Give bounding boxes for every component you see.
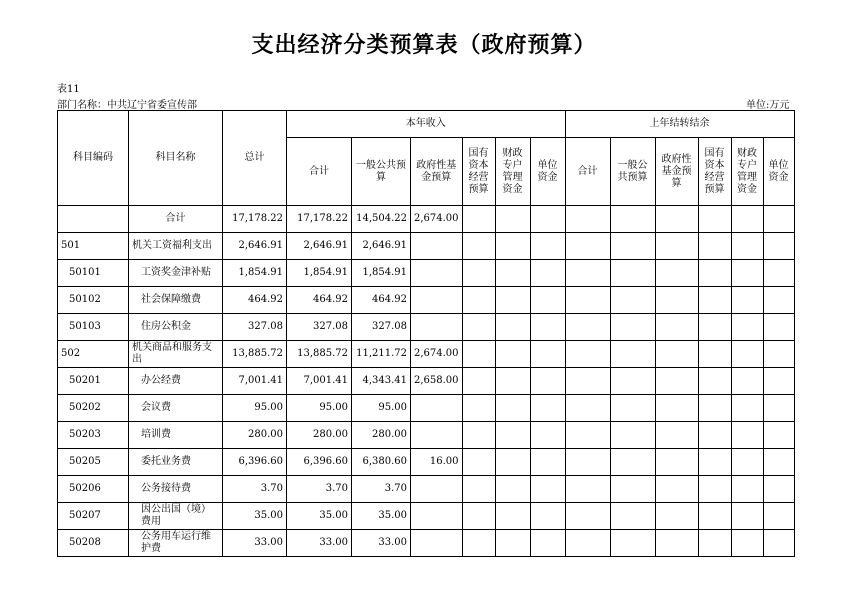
cell-prior-unit (763, 530, 794, 557)
cell-prior-fund (655, 233, 698, 260)
cell-name: 委托业务费 (129, 449, 223, 476)
page-title: 支出经济分类预算表（政府预算） (251, 33, 597, 58)
cell-prior-total (565, 287, 610, 314)
cell-prior-general (610, 341, 655, 368)
table-number: 表11 (57, 84, 80, 95)
cell-cur-special (495, 341, 530, 368)
cell-prior-total (565, 314, 610, 341)
cell-prior-fund (655, 476, 698, 503)
cell-cur-fund (411, 314, 463, 341)
cell-prior-special (731, 530, 763, 557)
cell-prior-special (731, 260, 763, 287)
cell-cur-soe (462, 503, 495, 530)
table-row (58, 422, 795, 449)
cell-prior-general (610, 503, 655, 530)
cell-prior-special (731, 422, 763, 449)
header-cur-soe: 国有资本经营预算 (462, 138, 495, 206)
header-cur-total: 合计 (287, 138, 352, 206)
cell-prior-fund (655, 287, 698, 314)
cell-prior-unit (763, 503, 794, 530)
cell-prior-soe (698, 314, 731, 341)
cell-cur-unit (530, 476, 565, 503)
cell-code: 50103 (58, 314, 129, 341)
cell-prior-total (565, 206, 610, 233)
cell-prior-fund (655, 260, 698, 287)
cell-prior-general (610, 260, 655, 287)
cell-name: 工资奖金津补贴 (129, 260, 223, 287)
cell-cur-soe (462, 260, 495, 287)
cell-prior-fund (655, 395, 698, 422)
cell-prior-unit (763, 287, 794, 314)
cell-cur-fund (411, 260, 463, 287)
cell-prior-unit (763, 233, 794, 260)
header-prior-special: 财政专户管理资金 (731, 138, 763, 206)
table-row (58, 368, 795, 395)
cell-prior-special (731, 395, 763, 422)
cell-total: 464.92 (223, 287, 287, 314)
cell-prior-total (565, 260, 610, 287)
cell-code: 50205 (58, 449, 129, 476)
cell-cur-soe (462, 395, 495, 422)
cell-prior-total (565, 503, 610, 530)
cell-total: 7,001.41 (223, 368, 287, 395)
cell-cur-total: 13,885.72 (287, 341, 352, 368)
cell-prior-total (565, 476, 610, 503)
header-prior-general: 一般公共预算 (610, 138, 655, 206)
unit-label: 单位:万元 (746, 100, 790, 111)
cell-code: 50206 (58, 476, 129, 503)
cell-cur-unit (530, 422, 565, 449)
cell-prior-general (610, 368, 655, 395)
cell-cur-fund: 16.00 (411, 449, 463, 476)
cell-code: 501 (58, 233, 129, 260)
cell-total: 35.00 (223, 503, 287, 530)
cell-cur-general: 1,854.91 (352, 260, 411, 287)
cell-cur-special (495, 287, 530, 314)
cell-prior-general (610, 206, 655, 233)
cell-prior-soe (698, 206, 731, 233)
cell-cur-total: 3.70 (287, 476, 352, 503)
cell-cur-soe (462, 206, 495, 233)
header-cur-unit: 单位资金 (530, 138, 565, 206)
cell-prior-soe (698, 422, 731, 449)
cell-cur-special (495, 233, 530, 260)
cell-cur-general: 280.00 (352, 422, 411, 449)
cell-prior-general (610, 476, 655, 503)
cell-name: 住房公积金 (129, 314, 223, 341)
cell-cur-general: 11,211.72 (352, 341, 411, 368)
cell-prior-total (565, 449, 610, 476)
header-prior-total: 合计 (565, 138, 610, 206)
cell-cur-general: 2,646.91 (352, 233, 411, 260)
cell-cur-fund (411, 287, 463, 314)
cell-prior-special (731, 368, 763, 395)
cell-prior-total (565, 341, 610, 368)
cell-cur-unit (530, 368, 565, 395)
cell-cur-general: 33.00 (352, 530, 411, 557)
cell-prior-unit (763, 314, 794, 341)
cell-prior-soe (698, 287, 731, 314)
cell-cur-fund (411, 503, 463, 530)
cell-cur-special (495, 260, 530, 287)
cell-prior-soe (698, 395, 731, 422)
cell-prior-unit (763, 395, 794, 422)
cell-cur-total: 17,178.22 (287, 206, 352, 233)
cell-cur-total: 280.00 (287, 422, 352, 449)
cell-prior-soe (698, 233, 731, 260)
cell-name: 培训费 (129, 422, 223, 449)
cell-cur-special (495, 449, 530, 476)
cell-prior-total (565, 368, 610, 395)
cell-cur-unit (530, 287, 565, 314)
cell-code: 50202 (58, 395, 129, 422)
table-row (58, 503, 795, 530)
header-prior-fund: 政府性基金预算 (655, 138, 698, 206)
table-row (58, 530, 795, 557)
header-prior-unit: 单位资金 (763, 138, 794, 206)
cell-prior-general (610, 233, 655, 260)
cell-total: 33.00 (223, 530, 287, 557)
cell-prior-fund (655, 422, 698, 449)
cell-prior-total (565, 530, 610, 557)
cell-prior-unit (763, 206, 794, 233)
cell-total: 3.70 (223, 476, 287, 503)
cell-name: 机关工资福利支出 (129, 233, 223, 260)
header-code: 科目编码 (58, 111, 129, 206)
cell-cur-fund (411, 233, 463, 260)
cell-cur-unit (530, 503, 565, 530)
cell-cur-total: 1,854.91 (287, 260, 352, 287)
cell-prior-unit (763, 368, 794, 395)
cell-cur-soe (462, 368, 495, 395)
cell-cur-general: 95.00 (352, 395, 411, 422)
cell-total: 327.08 (223, 314, 287, 341)
cell-cur-special (495, 422, 530, 449)
header-prior-soe: 国有资本经营预算 (698, 138, 731, 206)
cell-cur-special (495, 395, 530, 422)
table-row (58, 206, 795, 233)
cell-prior-fund (655, 530, 698, 557)
cell-cur-unit (530, 395, 565, 422)
cell-cur-general: 327.08 (352, 314, 411, 341)
cell-name: 会议费 (129, 395, 223, 422)
cell-code: 50207 (58, 503, 129, 530)
cell-cur-soe (462, 449, 495, 476)
cell-prior-fund (655, 206, 698, 233)
header-total: 总计 (223, 111, 287, 206)
cell-name: 机关商品和服务支出 (129, 341, 223, 368)
header-current-income: 本年收入 (287, 111, 566, 138)
cell-cur-total: 33.00 (287, 530, 352, 557)
cell-prior-special (731, 314, 763, 341)
cell-prior-special (731, 287, 763, 314)
cell-code: 50101 (58, 260, 129, 287)
cell-total: 6,396.60 (223, 449, 287, 476)
budget-table (57, 110, 795, 557)
cell-cur-unit (530, 449, 565, 476)
cell-cur-soe (462, 422, 495, 449)
cell-prior-soe (698, 260, 731, 287)
cell-prior-soe (698, 341, 731, 368)
cell-cur-special (495, 476, 530, 503)
table-row (58, 449, 795, 476)
cell-prior-total (565, 233, 610, 260)
cell-cur-general: 464.92 (352, 287, 411, 314)
cell-cur-soe (462, 314, 495, 341)
cell-cur-soe (462, 476, 495, 503)
cell-prior-general (610, 449, 655, 476)
cell-total: 95.00 (223, 395, 287, 422)
department-name: 部门名称：中共辽宁省委宣传部 (57, 100, 197, 111)
cell-cur-fund: 2,674.00 (411, 206, 463, 233)
header-cur-general: 一般公共预算 (352, 138, 411, 206)
cell-prior-fund (655, 449, 698, 476)
cell-prior-unit (763, 422, 794, 449)
cell-total: 1,854.91 (223, 260, 287, 287)
cell-cur-fund (411, 395, 463, 422)
cell-prior-total (565, 395, 610, 422)
cell-cur-fund (411, 530, 463, 557)
table-row (58, 260, 795, 287)
cell-cur-unit (530, 530, 565, 557)
cell-cur-total: 7,001.41 (287, 368, 352, 395)
cell-prior-special (731, 206, 763, 233)
table-row (58, 314, 795, 341)
cell-cur-total: 95.00 (287, 395, 352, 422)
cell-name: 社会保障缴费 (129, 287, 223, 314)
cell-prior-special (731, 341, 763, 368)
cell-cur-general: 3.70 (352, 476, 411, 503)
cell-name: 办公经费 (129, 368, 223, 395)
cell-name: 合计 (129, 206, 223, 233)
cell-cur-total: 6,396.60 (287, 449, 352, 476)
cell-prior-soe (698, 368, 731, 395)
cell-cur-total: 35.00 (287, 503, 352, 530)
header-cur-special: 财政专户管理资金 (495, 138, 530, 206)
cell-code: 50208 (58, 530, 129, 557)
cell-prior-fund (655, 314, 698, 341)
table-row (58, 233, 795, 260)
cell-total: 17,178.22 (223, 206, 287, 233)
cell-total: 280.00 (223, 422, 287, 449)
cell-prior-unit (763, 476, 794, 503)
cell-prior-special (731, 476, 763, 503)
cell-cur-fund (411, 422, 463, 449)
cell-cur-total: 464.92 (287, 287, 352, 314)
cell-cur-unit (530, 206, 565, 233)
cell-total: 13,885.72 (223, 341, 287, 368)
table-row (58, 476, 795, 503)
cell-cur-special (495, 503, 530, 530)
cell-prior-soe (698, 530, 731, 557)
cell-cur-soe (462, 530, 495, 557)
cell-cur-unit (530, 260, 565, 287)
cell-cur-general: 14,504.22 (352, 206, 411, 233)
cell-prior-fund (655, 341, 698, 368)
table-row (58, 287, 795, 314)
cell-cur-fund: 2,658.00 (411, 368, 463, 395)
table-row (58, 341, 795, 368)
cell-prior-general (610, 287, 655, 314)
cell-cur-fund: 2,674.00 (411, 341, 463, 368)
cell-prior-unit (763, 341, 794, 368)
cell-prior-general (610, 314, 655, 341)
cell-code: 50203 (58, 422, 129, 449)
cell-prior-general (610, 395, 655, 422)
cell-prior-general (610, 530, 655, 557)
cell-code: 50102 (58, 287, 129, 314)
cell-code (58, 206, 129, 233)
cell-cur-unit (530, 314, 565, 341)
cell-prior-soe (698, 503, 731, 530)
header-cur-fund: 政府性基金预算 (411, 138, 463, 206)
cell-cur-fund (411, 476, 463, 503)
cell-prior-special (731, 503, 763, 530)
cell-name: 因公出国（境）费用 (129, 503, 223, 530)
cell-prior-general (610, 422, 655, 449)
cell-prior-soe (698, 449, 731, 476)
cell-name: 公务接待费 (129, 476, 223, 503)
cell-name: 公务用车运行维护费 (129, 530, 223, 557)
cell-prior-fund (655, 368, 698, 395)
cell-cur-special (495, 530, 530, 557)
cell-prior-soe (698, 476, 731, 503)
cell-prior-total (565, 422, 610, 449)
cell-cur-unit (530, 233, 565, 260)
cell-cur-unit (530, 341, 565, 368)
cell-cur-special (495, 314, 530, 341)
cell-cur-total: 327.08 (287, 314, 352, 341)
cell-cur-soe (462, 341, 495, 368)
cell-cur-total: 2,646.91 (287, 233, 352, 260)
cell-prior-unit (763, 449, 794, 476)
cell-cur-general: 6,380.60 (352, 449, 411, 476)
cell-cur-special (495, 206, 530, 233)
cell-total: 2,646.91 (223, 233, 287, 260)
header-prior-carryover: 上年结转结余 (565, 111, 794, 138)
cell-cur-special (495, 368, 530, 395)
cell-prior-fund (655, 503, 698, 530)
cell-cur-soe (462, 287, 495, 314)
cell-prior-unit (763, 260, 794, 287)
header-name: 科目名称 (129, 111, 223, 206)
cell-code: 502 (58, 341, 129, 368)
cell-cur-general: 35.00 (352, 503, 411, 530)
cell-prior-special (731, 449, 763, 476)
cell-prior-special (731, 233, 763, 260)
cell-cur-general: 4,343.41 (352, 368, 411, 395)
cell-code: 50201 (58, 368, 129, 395)
table-row (58, 395, 795, 422)
cell-cur-soe (462, 233, 495, 260)
